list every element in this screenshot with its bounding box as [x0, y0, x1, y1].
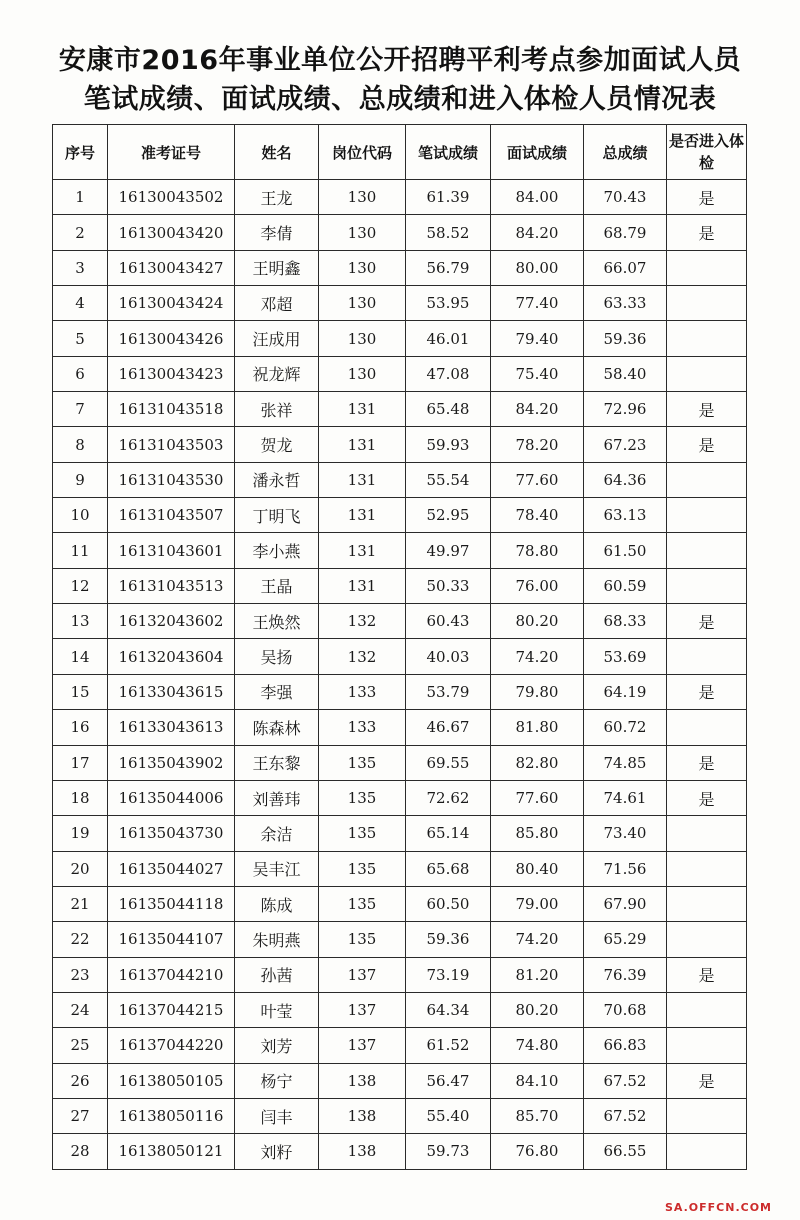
cell-exam-id: 16133043613 — [108, 710, 235, 745]
cell-post-code: 131 — [319, 533, 406, 568]
cell-exam-id: 16130043420 — [108, 215, 235, 250]
header-total-score: 总成绩 — [584, 125, 667, 180]
cell-written-score: 60.50 — [406, 886, 491, 921]
cell-written-score: 52.95 — [406, 498, 491, 533]
cell-interview-score: 74.20 — [491, 639, 584, 674]
cell-total-score: 58.40 — [584, 356, 667, 391]
cell-name: 吴扬 — [235, 639, 319, 674]
cell-post-code: 135 — [319, 780, 406, 815]
header-written-score: 笔试成绩 — [406, 125, 491, 180]
cell-name: 吴丰江 — [235, 851, 319, 886]
cell-written-score: 65.48 — [406, 392, 491, 427]
cell-total-score: 71.56 — [584, 851, 667, 886]
table-row — [53, 180, 747, 215]
cell-seq: 2 — [53, 215, 108, 250]
cell-post-code: 137 — [319, 957, 406, 992]
table-row — [53, 250, 747, 285]
cell-seq: 10 — [53, 498, 108, 533]
table-row — [53, 533, 747, 568]
cell-physical-exam — [667, 321, 747, 356]
cell-exam-id: 16130043502 — [108, 180, 235, 215]
cell-physical-exam: 是 — [667, 1063, 747, 1098]
cell-total-score: 68.33 — [584, 604, 667, 639]
cell-total-score: 73.40 — [584, 816, 667, 851]
cell-total-score: 60.59 — [584, 568, 667, 603]
cell-post-code: 135 — [319, 816, 406, 851]
cell-exam-id: 16132043602 — [108, 604, 235, 639]
table-row — [53, 745, 747, 780]
cell-seq: 13 — [53, 604, 108, 639]
cell-exam-id: 16135044118 — [108, 886, 235, 921]
cell-written-score: 40.03 — [406, 639, 491, 674]
cell-interview-score: 78.20 — [491, 427, 584, 462]
cell-seq: 6 — [53, 356, 108, 391]
table-row — [53, 957, 747, 992]
cell-physical-exam: 是 — [667, 604, 747, 639]
cell-name: 陈森林 — [235, 710, 319, 745]
cell-post-code: 138 — [319, 1063, 406, 1098]
cell-name: 孙茜 — [235, 957, 319, 992]
cell-physical-exam — [667, 568, 747, 603]
cell-seq: 15 — [53, 674, 108, 709]
cell-total-score: 65.29 — [584, 922, 667, 957]
cell-exam-id: 16135043902 — [108, 745, 235, 780]
cell-post-code: 133 — [319, 710, 406, 745]
cell-exam-id: 16133043615 — [108, 674, 235, 709]
cell-exam-id: 16138050116 — [108, 1098, 235, 1133]
table-row — [53, 1098, 747, 1133]
cell-name: 王东黎 — [235, 745, 319, 780]
cell-post-code: 133 — [319, 674, 406, 709]
cell-name: 李倩 — [235, 215, 319, 250]
header-exam-id: 准考证号 — [108, 125, 235, 180]
cell-post-code: 130 — [319, 321, 406, 356]
cell-total-score: 64.19 — [584, 674, 667, 709]
cell-physical-exam — [667, 992, 747, 1027]
table-row — [53, 639, 747, 674]
cell-physical-exam — [667, 498, 747, 533]
cell-exam-id: 16130043427 — [108, 250, 235, 285]
table-row — [53, 1063, 747, 1098]
cell-name: 余洁 — [235, 816, 319, 851]
cell-interview-score: 80.20 — [491, 604, 584, 639]
cell-interview-score: 76.00 — [491, 568, 584, 603]
cell-physical-exam — [667, 851, 747, 886]
cell-total-score: 63.13 — [584, 498, 667, 533]
cell-post-code: 130 — [319, 356, 406, 391]
cell-total-score: 74.61 — [584, 780, 667, 815]
cell-physical-exam — [667, 533, 747, 568]
cell-seq: 20 — [53, 851, 108, 886]
cell-seq: 8 — [53, 427, 108, 462]
cell-name: 李强 — [235, 674, 319, 709]
table-row — [53, 780, 747, 815]
results-table — [52, 124, 747, 1170]
cell-total-score: 67.52 — [584, 1098, 667, 1133]
cell-interview-score: 78.40 — [491, 498, 584, 533]
cell-exam-id: 16137044220 — [108, 1028, 235, 1063]
table-row — [53, 356, 747, 391]
table-row — [53, 710, 747, 745]
cell-written-score: 59.93 — [406, 427, 491, 462]
cell-seq: 24 — [53, 992, 108, 1027]
cell-written-score: 55.40 — [406, 1098, 491, 1133]
cell-seq: 3 — [53, 250, 108, 285]
cell-interview-score: 76.80 — [491, 1134, 584, 1169]
cell-physical-exam — [667, 639, 747, 674]
cell-name: 朱明燕 — [235, 922, 319, 957]
cell-total-score: 67.23 — [584, 427, 667, 462]
table-row — [53, 604, 747, 639]
table-row — [53, 498, 747, 533]
cell-written-score: 73.19 — [406, 957, 491, 992]
cell-exam-id: 16131043601 — [108, 533, 235, 568]
cell-interview-score: 79.40 — [491, 321, 584, 356]
cell-total-score: 60.72 — [584, 710, 667, 745]
site-watermark: SA.OFFCN.COM — [664, 1201, 772, 1214]
cell-name: 王龙 — [235, 180, 319, 215]
cell-name: 汪成用 — [235, 321, 319, 356]
cell-physical-exam: 是 — [667, 392, 747, 427]
cell-total-score: 61.50 — [584, 533, 667, 568]
cell-name: 王明鑫 — [235, 250, 319, 285]
cell-post-code: 131 — [319, 427, 406, 462]
cell-post-code: 132 — [319, 639, 406, 674]
cell-written-score: 59.73 — [406, 1134, 491, 1169]
cell-name: 李小燕 — [235, 533, 319, 568]
cell-interview-score: 74.20 — [491, 922, 584, 957]
cell-total-score: 70.68 — [584, 992, 667, 1027]
cell-physical-exam — [667, 250, 747, 285]
cell-exam-id: 16131043518 — [108, 392, 235, 427]
table-row — [53, 674, 747, 709]
cell-physical-exam — [667, 816, 747, 851]
cell-interview-score: 81.20 — [491, 957, 584, 992]
cell-written-score: 56.79 — [406, 250, 491, 285]
cell-seq: 5 — [53, 321, 108, 356]
cell-interview-score: 77.60 — [491, 462, 584, 497]
table-row — [53, 215, 747, 250]
cell-seq: 16 — [53, 710, 108, 745]
cell-written-score: 53.79 — [406, 674, 491, 709]
cell-interview-score: 79.00 — [491, 886, 584, 921]
cell-total-score: 72.96 — [584, 392, 667, 427]
table-row — [53, 1134, 747, 1169]
cell-seq: 22 — [53, 922, 108, 957]
cell-post-code: 135 — [319, 922, 406, 957]
table-row — [53, 462, 747, 497]
cell-exam-id: 16138050121 — [108, 1134, 235, 1169]
cell-written-score: 58.52 — [406, 215, 491, 250]
cell-total-score: 70.43 — [584, 180, 667, 215]
cell-seq: 7 — [53, 392, 108, 427]
cell-interview-score: 84.10 — [491, 1063, 584, 1098]
cell-interview-score: 84.20 — [491, 215, 584, 250]
cell-interview-score: 80.40 — [491, 851, 584, 886]
cell-post-code: 135 — [319, 851, 406, 886]
cell-written-score: 46.01 — [406, 321, 491, 356]
cell-physical-exam — [667, 1134, 747, 1169]
cell-written-score: 69.55 — [406, 745, 491, 780]
table-row — [53, 392, 747, 427]
cell-interview-score: 85.70 — [491, 1098, 584, 1133]
cell-exam-id: 16137044210 — [108, 957, 235, 992]
cell-post-code: 137 — [319, 992, 406, 1027]
cell-name: 杨宁 — [235, 1063, 319, 1098]
cell-physical-exam: 是 — [667, 427, 747, 462]
cell-exam-id: 16135044027 — [108, 851, 235, 886]
cell-name: 刘善玮 — [235, 780, 319, 815]
cell-written-score: 53.95 — [406, 286, 491, 321]
cell-name: 陈成 — [235, 886, 319, 921]
cell-total-score: 67.90 — [584, 886, 667, 921]
cell-interview-score: 74.80 — [491, 1028, 584, 1063]
cell-post-code: 130 — [319, 215, 406, 250]
cell-interview-score: 80.20 — [491, 992, 584, 1027]
header-interview-score: 面试成绩 — [491, 125, 584, 180]
cell-exam-id: 16131043513 — [108, 568, 235, 603]
cell-interview-score: 80.00 — [491, 250, 584, 285]
cell-interview-score: 84.00 — [491, 180, 584, 215]
table-row — [53, 427, 747, 462]
cell-seq: 14 — [53, 639, 108, 674]
table-row — [53, 816, 747, 851]
cell-seq: 4 — [53, 286, 108, 321]
cell-name: 叶莹 — [235, 992, 319, 1027]
table-row — [53, 922, 747, 957]
cell-seq: 21 — [53, 886, 108, 921]
cell-post-code: 130 — [319, 250, 406, 285]
cell-written-score: 59.36 — [406, 922, 491, 957]
cell-post-code: 130 — [319, 286, 406, 321]
cell-seq: 11 — [53, 533, 108, 568]
cell-written-score: 49.97 — [406, 533, 491, 568]
header-seq: 序号 — [53, 125, 108, 180]
cell-name: 刘籽 — [235, 1134, 319, 1169]
cell-written-score: 46.67 — [406, 710, 491, 745]
document-title-line-2: 笔试成绩、面试成绩、总成绩和进入体检人员情况表 — [83, 84, 717, 115]
cell-post-code: 130 — [319, 180, 406, 215]
cell-post-code: 132 — [319, 604, 406, 639]
cell-name: 祝龙辉 — [235, 356, 319, 391]
table-row — [53, 992, 747, 1027]
cell-written-score: 60.43 — [406, 604, 491, 639]
cell-exam-id: 16131043507 — [108, 498, 235, 533]
cell-seq: 28 — [53, 1134, 108, 1169]
cell-physical-exam: 是 — [667, 215, 747, 250]
cell-physical-exam: 是 — [667, 674, 747, 709]
cell-seq: 26 — [53, 1063, 108, 1098]
cell-seq: 23 — [53, 957, 108, 992]
cell-written-score: 47.08 — [406, 356, 491, 391]
cell-post-code: 131 — [319, 498, 406, 533]
cell-name: 王焕然 — [235, 604, 319, 639]
cell-post-code: 135 — [319, 886, 406, 921]
cell-written-score: 61.39 — [406, 180, 491, 215]
cell-exam-id: 16137044215 — [108, 992, 235, 1027]
cell-physical-exam — [667, 922, 747, 957]
cell-seq: 18 — [53, 780, 108, 815]
cell-written-score: 64.34 — [406, 992, 491, 1027]
table-row — [53, 1028, 747, 1063]
cell-post-code: 138 — [319, 1098, 406, 1133]
cell-total-score: 66.55 — [584, 1134, 667, 1169]
cell-total-score: 74.85 — [584, 745, 667, 780]
cell-total-score: 76.39 — [584, 957, 667, 992]
cell-seq: 9 — [53, 462, 108, 497]
cell-interview-score: 77.40 — [491, 286, 584, 321]
cell-post-code: 138 — [319, 1134, 406, 1169]
cell-interview-score: 75.40 — [491, 356, 584, 391]
cell-physical-exam: 是 — [667, 957, 747, 992]
table-row — [53, 886, 747, 921]
table-row — [53, 286, 747, 321]
cell-exam-id: 16132043604 — [108, 639, 235, 674]
cell-post-code: 137 — [319, 1028, 406, 1063]
cell-interview-score: 77.60 — [491, 780, 584, 815]
cell-name: 张祥 — [235, 392, 319, 427]
header-post-code: 岗位代码 — [319, 125, 406, 180]
cell-exam-id: 16131043503 — [108, 427, 235, 462]
table-body — [53, 180, 747, 1170]
cell-seq: 27 — [53, 1098, 108, 1133]
cell-written-score: 72.62 — [406, 780, 491, 815]
cell-physical-exam — [667, 710, 747, 745]
cell-name: 潘永哲 — [235, 462, 319, 497]
cell-exam-id: 16130043426 — [108, 321, 235, 356]
cell-name: 王晶 — [235, 568, 319, 603]
cell-written-score: 65.68 — [406, 851, 491, 886]
table-row — [53, 321, 747, 356]
cell-written-score: 56.47 — [406, 1063, 491, 1098]
cell-interview-score: 84.20 — [491, 392, 584, 427]
table-row — [53, 851, 747, 886]
cell-physical-exam — [667, 1028, 747, 1063]
cell-interview-score: 81.80 — [491, 710, 584, 745]
cell-physical-exam — [667, 462, 747, 497]
cell-exam-id: 16138050105 — [108, 1063, 235, 1098]
cell-post-code: 131 — [319, 392, 406, 427]
cell-seq: 25 — [53, 1028, 108, 1063]
cell-total-score: 59.36 — [584, 321, 667, 356]
cell-name: 贺龙 — [235, 427, 319, 462]
cell-post-code: 131 — [319, 462, 406, 497]
cell-written-score: 55.54 — [406, 462, 491, 497]
cell-physical-exam — [667, 286, 747, 321]
cell-physical-exam — [667, 1098, 747, 1133]
cell-physical-exam: 是 — [667, 780, 747, 815]
cell-name: 邓超 — [235, 286, 319, 321]
cell-name: 闫丰 — [235, 1098, 319, 1133]
cell-total-score: 68.79 — [584, 215, 667, 250]
cell-interview-score: 85.80 — [491, 816, 584, 851]
cell-physical-exam — [667, 886, 747, 921]
cell-exam-id: 16135043730 — [108, 816, 235, 851]
cell-written-score: 50.33 — [406, 568, 491, 603]
cell-total-score: 67.52 — [584, 1063, 667, 1098]
cell-total-score: 53.69 — [584, 639, 667, 674]
cell-total-score: 64.36 — [584, 462, 667, 497]
cell-interview-score: 79.80 — [491, 674, 584, 709]
table-header-row — [53, 125, 747, 180]
cell-interview-score: 82.80 — [491, 745, 584, 780]
cell-physical-exam: 是 — [667, 745, 747, 780]
cell-exam-id: 16135044107 — [108, 922, 235, 957]
cell-seq: 12 — [53, 568, 108, 603]
cell-exam-id: 16131043530 — [108, 462, 235, 497]
cell-post-code: 135 — [319, 745, 406, 780]
cell-total-score: 63.33 — [584, 286, 667, 321]
cell-seq: 17 — [53, 745, 108, 780]
cell-physical-exam: 是 — [667, 180, 747, 215]
cell-seq: 1 — [53, 180, 108, 215]
cell-post-code: 131 — [319, 568, 406, 603]
cell-written-score: 65.14 — [406, 816, 491, 851]
cell-name: 丁明飞 — [235, 498, 319, 533]
cell-exam-id: 16135044006 — [108, 780, 235, 815]
cell-exam-id: 16130043423 — [108, 356, 235, 391]
cell-written-score: 61.52 — [406, 1028, 491, 1063]
cell-exam-id: 16130043424 — [108, 286, 235, 321]
header-name: 姓名 — [235, 125, 319, 180]
document-title-line-1: 安康市2016年事业单位公开招聘平利考点参加面试人员 — [58, 45, 742, 76]
cell-total-score: 66.07 — [584, 250, 667, 285]
cell-name: 刘芳 — [235, 1028, 319, 1063]
header-physical-exam: 是否进入体检 — [667, 125, 747, 180]
table-row — [53, 568, 747, 603]
cell-total-score: 66.83 — [584, 1028, 667, 1063]
cell-seq: 19 — [53, 816, 108, 851]
cell-physical-exam — [667, 356, 747, 391]
cell-interview-score: 78.80 — [491, 533, 584, 568]
